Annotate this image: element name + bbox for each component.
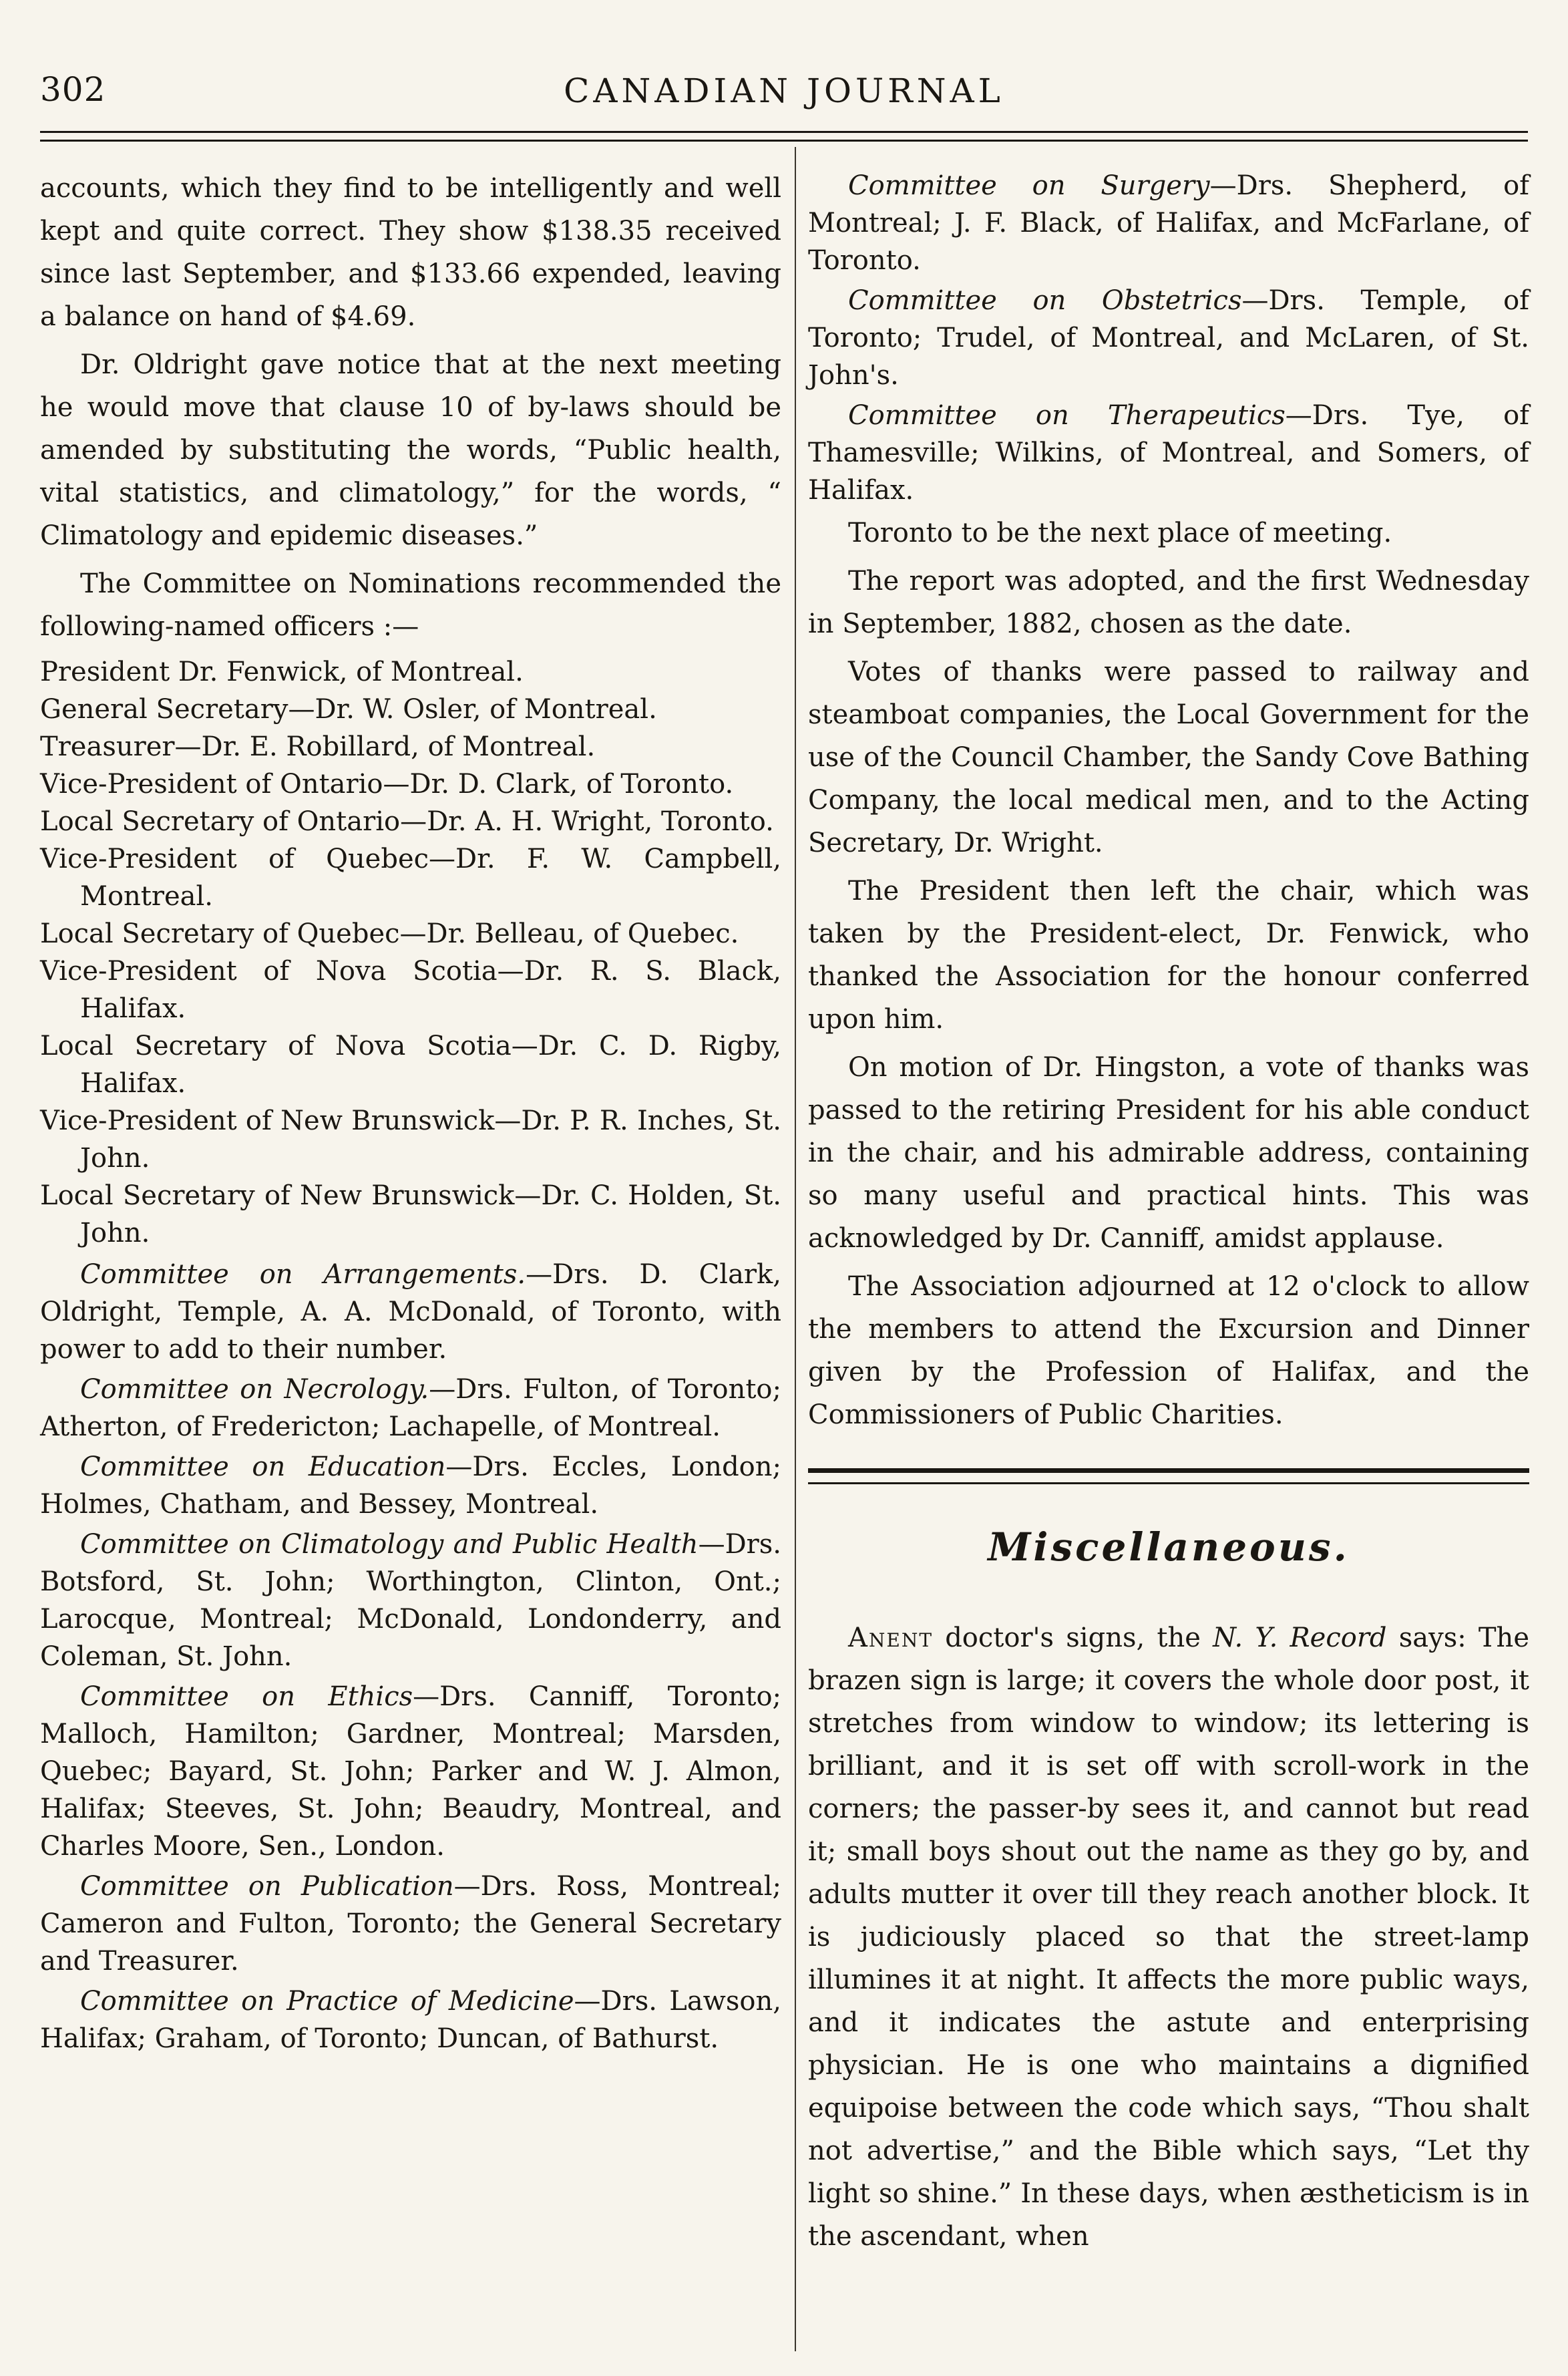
committee-members: —Drs. D. Clark, Oldright, Temple, A. A. McDonald, of Toronto, with power to add to their number. — [40, 1259, 781, 1365]
officer-entry: Local Secretary of Nova Scotia—Dr. C. D. Rigby, Halifax. — [40, 1031, 781, 1099]
page-header — [40, 70, 1528, 124]
committee-title: Committee on Obstetrics — [848, 285, 1242, 316]
committee-entry — [808, 282, 1529, 394]
committee-members: —Drs. Lawson, Halifax; Graham, of Toronto; Duncan, of Bathurst. — [40, 1986, 781, 2054]
votes-of-thanks-paragraph: Votes of thanks were passed to railway and steamboat companies, the Local Government for the use of the Council Chamber, the Sandy Cove Bathing Company, the local medical men, and to the Acting Secretary, Dr. Wright. — [808, 657, 1529, 858]
president-chair-paragraph: The President then left the chair, which was taken by the President-elect, Dr. Fenwick, who thanked the Association for the honour conferred upon him. — [808, 876, 1529, 1035]
committee-members: —Drs. Temple, of Toronto; Trudel, of Montreal, and McLaren, of St. John's. — [808, 285, 1529, 391]
left-column — [40, 167, 781, 2060]
officer-entry: Vice-President of New Brunswick—Dr. P. R. Inches, St. John. — [40, 1106, 781, 1174]
committee-entry — [40, 1983, 781, 2057]
committee-title: Committee on Arrangements. — [80, 1259, 526, 1290]
misc-text-body: says: The brazen sign is large; it covers the whole door post, it stretches from window to window; its lettering is brilliant, and it is set off with scroll-work in the corners; the passer-by sees it, and cannot but read it; small boys shout out the name as they go by, and adults mutter it over till they reach another block. It is judiciously placed so that the street-lamp illumines it at night. It affects the more public ways, and it indicates the astute and enterprising physician. He is one who maintains a dignified equipoise between the code which says, “Thou shalt not advertise,” and the Bible which says, “Let thy light so shine.” In these days, when æstheticism is in the ascendant, when — [808, 1623, 1529, 2252]
committee-entry — [40, 1448, 781, 1523]
section-rule — [808, 1468, 1529, 1484]
running-title: CANADIAN JOURNAL — [564, 71, 1004, 110]
adjournment-paragraph: The Association adjourned at 12 o'clock to allow the members to attend the Excursion and Dinner given by the Profession of Halifax, and the Commissioners of Public Charities. — [808, 1271, 1529, 1430]
officer-entry: General Secretary—Dr. W. Osler, of Montreal. — [40, 694, 657, 725]
officer-entry: Local Secretary of Quebec—Dr. Belleau, of Quebec. — [40, 918, 739, 949]
source-publication: N. Y. Record — [1213, 1623, 1387, 1653]
committee-title: Committee on Surgery — [848, 170, 1210, 201]
committee-members: —Drs. Eccles, London; Holmes, Chatham, and Bessey, Montreal. — [40, 1452, 781, 1520]
bylaw-notice-paragraph: Dr. Oldright gave notice that at the next meeting he would move that clause 10 of by-laws should be amended by substituting the words, “Public health, vital statistics, and climatology,” for the words, “ Climatology and epidemic diseases.” — [40, 349, 781, 551]
officer-entry: Treasurer—Dr. E. Robillard, of Montreal. — [40, 731, 596, 762]
treasurer-report-paragraph: accounts, which they find to be intelligently and well kept and quite correct. They show $138.35 received since last September, and $133.66 expended, leaving a balance on hand of $4.69. — [40, 173, 781, 332]
committee-title: Committee on Therapeutics — [848, 400, 1286, 431]
officer-entry: Vice-President of Nova Scotia—Dr. R. S. Black, Halifax. — [40, 956, 781, 1024]
header-rule — [40, 131, 1528, 142]
committee-title: Committee on Education — [80, 1452, 446, 1482]
hingston-motion-paragraph: On motion of Dr. Hingston, a vote of thanks was passed to the retiring President for his able conduct in the chair, and his admirable address, containing so many useful and practical hints. This was acknowledged by Dr. Canniff, amidst applause. — [808, 1052, 1529, 1254]
officers-list — [40, 653, 781, 1252]
officer-entry: Vice-President of Quebec—Dr. F. W. Campbell, Montreal. — [40, 844, 781, 912]
committee-title: Committee on Climatology and Public Health — [80, 1529, 699, 1560]
committee-title: Committee on Publication — [80, 1871, 454, 1902]
committee-title: Committee on Ethics — [80, 1681, 413, 1712]
page-number: 302 — [40, 70, 106, 109]
officer-entry: President Dr. Fenwick, of Montreal. — [40, 657, 524, 687]
section-title: Miscellaneous. — [988, 1524, 1350, 1570]
committee-entry — [40, 1371, 781, 1446]
nominations-paragraph: The Committee on Nominations recommended the following-named officers :— — [40, 568, 781, 642]
committee-title: Committee on Necrology. — [80, 1374, 429, 1405]
committee-members: —Drs. Ross, Montreal; Cameron and Fulton, Toronto; the General Secretary and Treasurer. — [40, 1871, 781, 1977]
committee-members: —Drs. Botsford, St. John; Worthington, Clinton, Ont.; Larocque, Montreal; McDonald, Londonderry, and Coleman, St. John. — [40, 1529, 781, 1672]
officer-entry: Vice-President of Ontario—Dr. D. Clark, of Toronto. — [40, 769, 734, 800]
committee-entry — [40, 1526, 781, 1675]
committee-entry — [40, 1678, 781, 1865]
committee-entry — [40, 1256, 781, 1368]
committee-members: —Drs. Fulton, of Toronto; Atherton, of Fredericton; Lachapelle, of Montreal. — [40, 1374, 781, 1442]
lead-word: Anent — [848, 1623, 934, 1653]
right-column — [808, 167, 1529, 2263]
officer-entry: Local Secretary of Ontario—Dr. A. H. Wright, Toronto. — [40, 806, 774, 837]
committee-entry — [808, 167, 1529, 279]
miscellaneous-paragraph — [808, 1617, 1529, 2258]
committee-members: —Drs. Tye, of Thamesville; Wilkins, of Montreal, and Somers, of Halifax. — [808, 400, 1529, 506]
committee-title: Committee on Practice of Medicine — [80, 1986, 574, 2017]
officer-entry: Local Secretary of New Brunswick—Dr. C. Holden, St. John. — [40, 1180, 781, 1248]
committee-entry — [40, 1868, 781, 1980]
misc-text-pre: doctor's signs, the — [933, 1623, 1213, 1653]
column-divider — [795, 147, 796, 2351]
committee-entry — [808, 397, 1529, 509]
next-meeting-paragraph: Toronto to be the next place of meeting. — [848, 518, 1392, 548]
report-adopted-paragraph: The report was adopted, and the first Wednesday in September, 1882, chosen as the date. — [808, 566, 1529, 639]
committee-members: —Drs. Canniff, Toronto; Malloch, Hamilton; Gardner, Montreal; Marsden, Quebec; Bayard, St. John; Parker and W. J. Almon, Halifax; Steeves, St. John; Beaudry, Montreal, and Charles Moore, Sen., London. — [40, 1681, 781, 1862]
committee-members: —Drs. Shepherd, of Montreal; J. F. Black, of Halifax, and McFarlane, of Toronto. — [808, 170, 1529, 276]
